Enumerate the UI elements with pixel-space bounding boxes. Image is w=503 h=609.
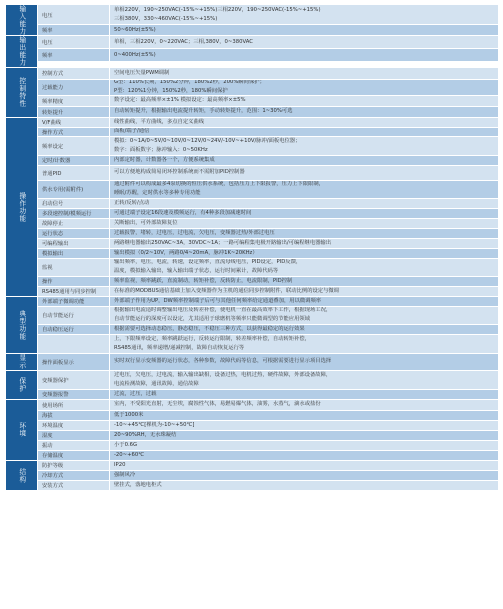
group-title: 操作功能 xyxy=(17,191,26,223)
spec-row xyxy=(38,451,498,460)
spec-row xyxy=(38,219,498,229)
spec-value-line: 空间电压矢量PWM调制 xyxy=(114,69,170,76)
spec-value-line: 自动转矩提升，根据输出电流提升转矩，手动转矩提升，范围：1~30%可选 xyxy=(114,108,293,115)
spec-row xyxy=(38,209,498,219)
group-rows xyxy=(38,400,498,460)
spec-value xyxy=(110,259,498,276)
spec-value-line: 实时双行显示变频器的运行状态，各种参数，故障代码等信息，可根据需要进行显示项目选择 xyxy=(114,358,332,365)
spec-label: 操作面板显示 xyxy=(38,354,110,370)
spec-label: 控制方式 xyxy=(38,68,110,79)
group-title: 保护 xyxy=(17,377,26,393)
spec-row xyxy=(38,411,498,421)
spec-value-line: 电流检测故障，通讯故障，通信故障 xyxy=(114,380,199,387)
spec-value xyxy=(110,421,498,430)
spec-value xyxy=(110,96,498,106)
group-rows xyxy=(38,36,498,66)
spec-label: 使用场所 xyxy=(38,400,110,410)
spec-value xyxy=(110,25,498,35)
spec-value xyxy=(110,461,498,470)
spec-group xyxy=(6,68,498,118)
spec-label: 存储温度 xyxy=(38,451,110,460)
spec-value xyxy=(110,36,498,48)
spec-label: 频率 xyxy=(38,25,110,35)
spec-group xyxy=(6,36,498,67)
spec-label: 电压 xyxy=(38,5,110,24)
group-header xyxy=(6,5,38,35)
spec-row xyxy=(38,36,498,49)
spec-row xyxy=(38,421,498,431)
group-header xyxy=(6,36,38,66)
group-rows xyxy=(38,297,498,353)
spec-value xyxy=(110,107,498,117)
spec-value-line: 上，下限频率设定，频率跳跃运行，反转运行限制，转差频率补偿，自动转矩补偿， xyxy=(114,335,310,342)
spec-row xyxy=(38,471,498,481)
spec-group xyxy=(6,400,498,461)
spec-row xyxy=(38,287,498,296)
spec-value-line: G型：110%长期，150%2分钟，180%2秒，200%瞬间保护； xyxy=(114,79,265,86)
spec-row xyxy=(38,229,498,239)
spec-label: RS485通用与同步控制 xyxy=(38,287,110,296)
spec-row xyxy=(38,354,498,370)
group-header xyxy=(6,371,38,399)
spec-value xyxy=(110,431,498,440)
spec-value xyxy=(110,219,498,228)
spec-label: 变频器报警 xyxy=(38,390,110,399)
spec-value-line: 单相，三相220V，0~220VAC；三相,380V，0~380VAC xyxy=(114,38,253,45)
spec-group xyxy=(6,354,498,371)
spec-row xyxy=(38,107,498,117)
group-title: 显示 xyxy=(17,354,26,370)
spec-value-line: 在标准的MODBUS通信基础上加入变频器作为主机的通信同步控制附件，联动比例的设定与微调 xyxy=(114,287,339,294)
group-rows xyxy=(38,118,498,296)
spec-label: 环境温度 xyxy=(38,421,110,430)
spec-label: 防护等级 xyxy=(38,461,110,470)
spec-row xyxy=(38,297,498,307)
spec-label: 频率精度 xyxy=(38,96,110,106)
spec-value xyxy=(110,354,498,370)
spec-value-line: 睡眠/苏醒，定时供水等多种专用功能 xyxy=(114,190,201,197)
group-title: 控制特性 xyxy=(17,77,26,108)
spec-value-line: 数字设定：最高频率×±1% 模拟设定：最高频率×±5% xyxy=(114,97,246,104)
spec-group xyxy=(6,118,498,297)
spec-value-line: -20~+60℃ xyxy=(114,451,145,458)
spec-row xyxy=(38,390,498,399)
spec-row xyxy=(38,307,498,325)
spec-value-line: 低于1000米 xyxy=(114,411,144,418)
group-rows xyxy=(38,371,498,399)
spec-row xyxy=(38,461,498,471)
spec-value-line: 室内，不受阳光直射，无尘埃，腐蚀性气体，易燃易爆气体，油雾，水蒸气，滴水或盐份 xyxy=(114,401,321,408)
spec-label: 转矩提升 xyxy=(38,107,110,117)
spec-row xyxy=(38,249,498,259)
group-header xyxy=(6,400,38,460)
spec-value-line: 0~400Hz(±5%) xyxy=(114,51,156,58)
spec-value-line: 数字：面板数字；脉冲输入：0~50KHz xyxy=(114,146,208,153)
group-title: 典型功能 xyxy=(17,309,26,341)
spec-value xyxy=(110,118,498,127)
spec-group xyxy=(6,297,498,354)
spec-group xyxy=(6,371,498,400)
spec-value xyxy=(110,451,498,460)
spec-value xyxy=(110,325,498,334)
spec-label: 外部端子微调功能 xyxy=(38,297,110,306)
spec-value-line: IP20 xyxy=(114,461,126,468)
spec-value xyxy=(110,249,498,258)
spec-value xyxy=(110,335,498,353)
spec-label: 定时/计数器 xyxy=(38,156,110,165)
spec-value xyxy=(110,481,498,490)
spec-label: 安装方式 xyxy=(38,481,110,490)
spec-value-line: 过电压，欠电压，过电流，输入输出缺相，设备过热，电机过热，硬件故障，外部设备故障， xyxy=(114,371,332,378)
group-header xyxy=(6,354,38,370)
spec-label: 电压 xyxy=(38,36,110,48)
spec-value-line: 小于0.6G xyxy=(114,441,138,448)
spec-value-line: 根据输出电流适时调整输出电压及转差补偿，使电机一直在最高效率下工作，根据现场工况， xyxy=(114,307,332,314)
spec-row xyxy=(38,80,498,96)
group-title: 输入能力 xyxy=(17,5,26,36)
group-rows xyxy=(38,68,498,117)
spec-label: 湿度 xyxy=(38,431,110,440)
spec-label: 振动 xyxy=(38,441,110,450)
spec-label: V/F曲线 xyxy=(38,118,110,127)
spec-label: 可编程输出 xyxy=(38,239,110,248)
group-rows xyxy=(38,5,498,35)
spec-value-line: 关断输出，可外部故障复位 xyxy=(114,219,178,226)
spec-row xyxy=(38,137,498,156)
spec-value-line: 温度，模拟输入输出，输入输出端子状态，运行时间累计，故障代码等 xyxy=(114,268,279,275)
spec-value xyxy=(110,307,498,324)
spec-value-line: 过流，过压，过载 xyxy=(114,390,157,397)
spec-value xyxy=(110,229,498,238)
spec-value-line: 模拟：0~1A/0~5V/0~10V/0~12V/0~24V/-10V~+10V/脉冲/面板电位器； xyxy=(114,137,301,144)
spec-value xyxy=(110,68,498,79)
spec-value xyxy=(110,80,498,95)
spec-row xyxy=(38,49,498,61)
spec-label: 变频器保护 xyxy=(38,371,110,389)
group-header xyxy=(6,118,38,296)
spec-row xyxy=(38,325,498,335)
spec-label: 冷却方式 xyxy=(38,471,110,480)
spec-value xyxy=(110,400,498,410)
spec-value xyxy=(110,287,498,296)
spec-value xyxy=(110,166,498,180)
spec-value-line: 频率监视，频率跳跃，直流制动，转矩补偿，反转防止，电流限制，PID控制 xyxy=(114,277,293,284)
spec-value-line: 面板/端子/通信 xyxy=(114,128,150,135)
spec-value-line: 外部端子作用为UP，DW频率控制端子后可与其他任何频率给定通道叠加，用以微调频率 xyxy=(114,297,322,304)
spec-value xyxy=(110,5,498,24)
spec-label: 监视 xyxy=(38,259,110,276)
group-header xyxy=(6,461,38,490)
spec-value xyxy=(110,239,498,248)
spec-label: 频率 xyxy=(38,49,110,61)
spec-row xyxy=(38,199,498,209)
spec-label: 自动稳压运行 xyxy=(38,325,110,334)
spec-row xyxy=(38,277,498,287)
spec-value-line: 强制风冷 xyxy=(114,471,136,478)
group-title: 结构 xyxy=(17,467,26,483)
spec-row xyxy=(38,239,498,249)
spec-row xyxy=(38,431,498,441)
spec-value-line: P型：120%1分钟，150%2秒，180%瞬间保护 xyxy=(114,88,228,95)
spec-row xyxy=(38,335,498,353)
spec-label: 自动节能运行 xyxy=(38,307,110,324)
spec-label: 启动信号 xyxy=(38,199,110,208)
spec-value xyxy=(110,156,498,165)
spec-value xyxy=(110,128,498,136)
spec-value-line: 线性曲线，平方曲线，多点自定义曲线 xyxy=(114,118,205,125)
spec-value-line: 20~90%RH，无水珠凝结 xyxy=(114,431,177,438)
spec-label: 运行状态 xyxy=(38,229,110,238)
spec-value-line: 输出频率，电压，电流，转速，设定频率，直流母线电压，PID设定，PID反馈， xyxy=(114,259,302,266)
spec-value-line: 50~60Hz(±5%) xyxy=(114,26,156,33)
spec-row xyxy=(38,118,498,128)
spec-value xyxy=(110,277,498,286)
group-rows xyxy=(38,354,498,370)
spec-row xyxy=(38,156,498,166)
spec-label: 故障停止 xyxy=(38,219,110,228)
spec-value-line: 过载报警，堵转，过电压，过电流，欠电压，变频器过热/外部过电压 xyxy=(114,229,275,236)
spec-row xyxy=(38,481,498,490)
group-title: 输出能力 xyxy=(17,36,26,67)
spec-label: 频率设定 xyxy=(38,137,110,155)
spec-value xyxy=(110,181,498,198)
spec-row xyxy=(38,371,498,390)
spec-value xyxy=(110,471,498,480)
spec-row xyxy=(38,96,498,107)
spec-label: 操作 xyxy=(38,277,110,286)
spec-label: 供水专用(需附件) xyxy=(38,181,110,198)
spec-label: 操作方式 xyxy=(38,128,110,136)
group-header xyxy=(6,68,38,117)
group-title: 环境 xyxy=(17,422,26,438)
spec-group xyxy=(6,461,498,491)
spec-label: 多段速控制/模频运行 xyxy=(38,209,110,218)
spec-value-line: 可以方便地构成简易闭环控制系统而不需附加PID控制器 xyxy=(114,169,245,176)
spec-label xyxy=(38,335,110,353)
spec-row xyxy=(38,181,498,199)
spec-value xyxy=(110,49,498,61)
group-header xyxy=(6,297,38,353)
spec-value xyxy=(110,390,498,399)
spec-value-line: 三相380V，330~460VAC(-15%~+15%) xyxy=(114,15,218,22)
spec-value xyxy=(110,411,498,420)
spec-group xyxy=(6,5,498,36)
spec-value-line: 正转/反转/点动 xyxy=(114,199,150,206)
spec-table xyxy=(6,5,498,491)
group-rows xyxy=(38,461,498,490)
spec-value-line: RS485通讯，频率递增/递减控制，故障自动恢复运行等 xyxy=(114,344,245,351)
spec-value-line: 自动节能运行的深度可以设定，尤其适用于球磨机等频率只能微调型的节能应用领域 xyxy=(114,316,310,323)
spec-label: 过载能力 xyxy=(38,80,110,95)
spec-value xyxy=(110,199,498,208)
spec-row xyxy=(38,25,498,35)
spec-row xyxy=(38,400,498,411)
spec-value-line: 两路继电器输出250VAC~3A，30VDC~1A；一路可编程集电极开路输出/可编程继电器输出 xyxy=(114,239,332,246)
spec-value-line: 通过附件可以构成最多4泵切换的恒压供水系统，包括压力上下限报警，压力上下限限制， xyxy=(114,181,324,188)
spec-value-line: 可通过端子设定16段速及模频运行，有4种多段加减速时间 xyxy=(114,209,252,216)
spec-label: 普通PID xyxy=(38,166,110,180)
spec-label: 海拔 xyxy=(38,411,110,420)
spec-value-line: 单相220V，190~250VAC(-15%~+15%)三相220V，190~250VAC(-15%~+15%) xyxy=(114,6,321,13)
spec-value-line: 输出模拟（0/2~10V，两路0/4~20mA，脉冲1K~20KHz） xyxy=(114,249,258,256)
spec-label: 模拟输出 xyxy=(38,249,110,258)
spec-value xyxy=(110,209,498,218)
spec-value-line: 根据需要可选择动态稳压，静态稳压，不稳压三种方式，以获得最稳定的运行效果 xyxy=(114,325,305,332)
spec-value-line: 壁挂式，落地电柜式 xyxy=(114,481,162,488)
spec-row xyxy=(38,166,498,181)
spec-row xyxy=(38,5,498,25)
spec-value-line: 内部定时器，计数器各一个，方便系统集成 xyxy=(114,156,215,163)
spec-value-line: -10~+45℃[裸机为-10~+50℃] xyxy=(114,421,195,428)
spec-row xyxy=(38,68,498,80)
spec-row xyxy=(38,128,498,137)
spec-value xyxy=(110,137,498,155)
spec-value xyxy=(110,371,498,389)
spec-row xyxy=(38,441,498,451)
spec-row xyxy=(38,259,498,277)
spec-value xyxy=(110,441,498,450)
spec-value xyxy=(110,297,498,306)
